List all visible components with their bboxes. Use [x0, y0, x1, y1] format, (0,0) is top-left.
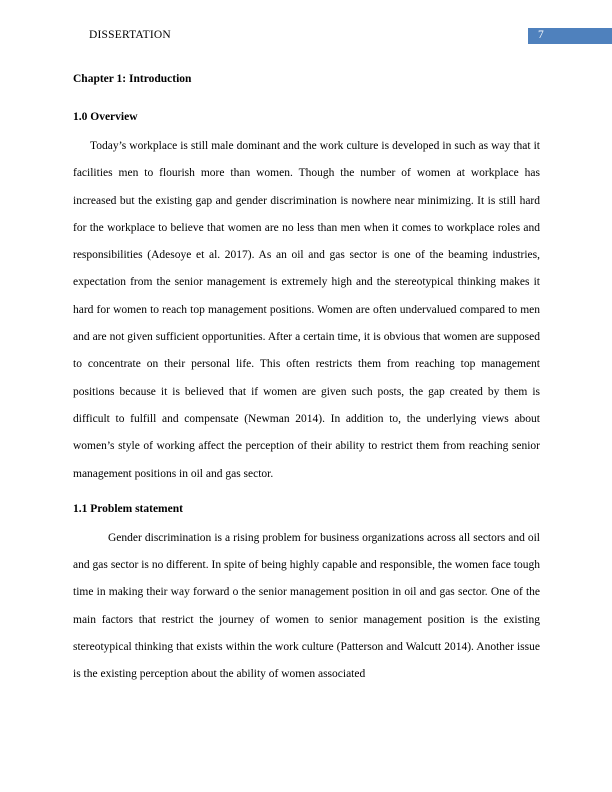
section-heading-overview: 1.0 Overview: [73, 111, 138, 123]
page-number-badge: [528, 28, 612, 44]
chapter-heading: Chapter 1: Introduction: [73, 73, 192, 85]
page-number: 7: [538, 29, 544, 41]
running-header-title: DISSERTATION: [89, 29, 171, 41]
overview-paragraph: Today’s workplace is still male dominant and the work culture is developed in such as way that it facilities men to flourish more than women. Though the number of women at workplace has increased but the existing gap and gender discrimination is nowhere near minimizing. It is still hard for the workplace to believe that women are no less than men when it comes to workplace roles and responsibilities (Adesoye et al. 2017). As an oil and gas sector is one of the beaming industries, expectation from the senior management is extremely high and the stereotypical thinking makes it hard for women to reach top management positions. Women are often undervalued compared to men and are not given sufficient opportunities. After a certain time, it is obvious that women are supposed to concentrate on their personal life. This often restricts them from reaching top management positions because it is believed that if women are given such posts, the gap created by them is difficult to fulfill and compensate (Newman 2014). In addition to, the underlying views about women’s style of working affect the perception of their ability to restrict them from reaching senior management positions in oil and gas sector.: [73, 140, 540, 480]
document-body: [73, 72, 540, 689]
section-heading-problem-statement: 1.1 Problem statement: [73, 502, 183, 515]
problem-statement-paragraph: Gender discrimination is a rising problem for business organizations across all sectors and oil and gas sector is no different. In spite of being highly capable and responsible, the women face tough time in making their way forward o the senior management position in oil and gas sector. One of the main factors that restrict the journey of women to senior management position is the existing stereotypical thinking that exists within the work culture (Patterson and Walcutt 2014). Another issue is the existing perception about the ability of women associated: [73, 531, 540, 681]
